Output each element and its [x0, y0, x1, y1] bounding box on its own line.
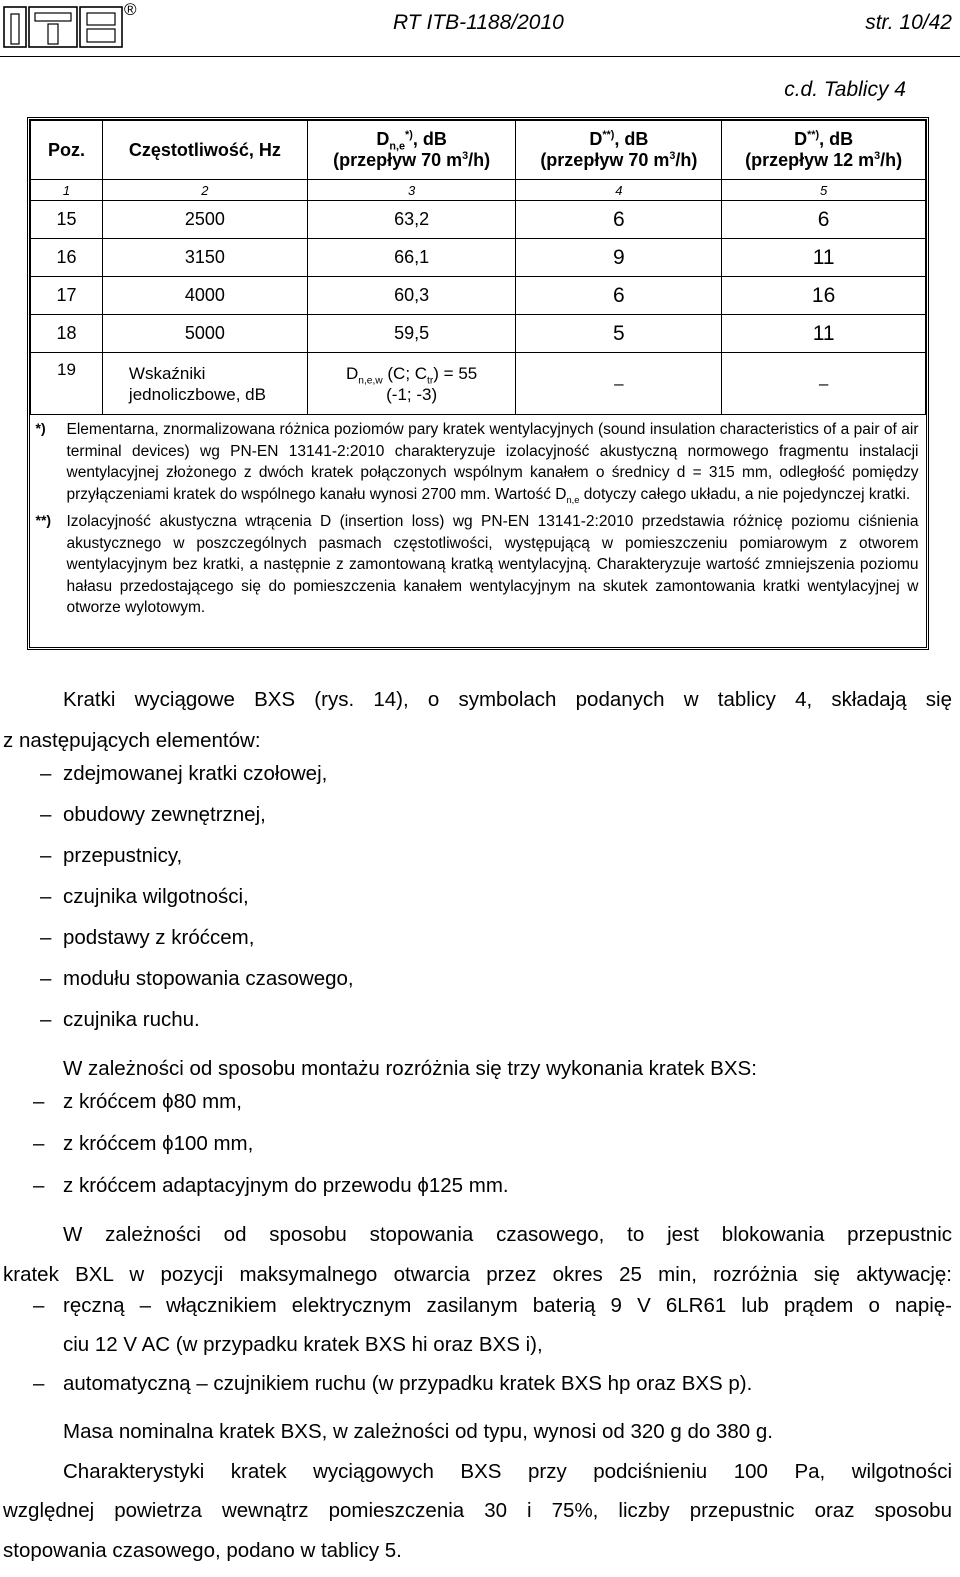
table-row [31, 277, 926, 315]
footnote-1-mark: *) [35, 420, 46, 436]
footnotes-row [31, 415, 926, 619]
cell-d-70: 6 [516, 277, 722, 315]
cell-d-70: – [516, 353, 722, 415]
cell-dne: 63,2 [307, 201, 516, 239]
cell-poz: 18 [31, 315, 103, 353]
table-row [31, 201, 926, 239]
table-4-continuation [27, 117, 929, 650]
cell-dne: 60,3 [307, 277, 516, 315]
itb-logo-icon [3, 6, 123, 48]
registered-mark: ® [124, 0, 137, 19]
table-row [31, 315, 926, 353]
column-number-row [31, 180, 926, 201]
cell-poz: 16 [31, 239, 103, 277]
cell-poz: 19 [31, 353, 103, 415]
paragraph-2: W zależności od sposobu montażu rozróżnia się trzy wykonania kratek BXS: [63, 1057, 757, 1080]
paragraph-line: kratek BXL w pozycji maksymalnego otwarcia przez okres 25 min, rozróżnia się aktywację: [3, 1263, 952, 1286]
cell-dne: 66,1 [307, 239, 516, 277]
header-rule [0, 56, 960, 57]
cell-d-12: 11 [722, 239, 926, 277]
paragraph-line: stopowania czasowego, podano w tablicy 5. [3, 1539, 402, 1562]
cell-dne: 59,5 [307, 315, 516, 353]
paragraph-line: Charakterystyki kratek wyciągowych BXS przy podciśnieniu 100 Pa, wilgotności [63, 1460, 952, 1483]
column-number: 2 [102, 180, 307, 201]
header-d-70: D**), dB (przepływ 70 $m^3/h$) [516, 121, 722, 180]
footnote-2: **) Izolacyjność akustyczna wtrącenia D (insertion loss) wg PN-EN 13141-2:2010 przedstawia różnicę poziomu ciśnienia akustycznego w poszczególnych pasmach częstotliwości, występującą w pomieszczeniu pomiarowym z otworem wentylacyjnym bez kratki, a następnie z zamontowaną kratką wentylacyjną. Charakteryzuje wartość zmniejszenia poziomu hałasu przedostającego się do pomieszczenia kanałem wentylacyjnym na skutek zamontowania kratki wentylacyjnej w otworze wylotowym. [35, 512, 919, 616]
cell-d-70: 6 [516, 201, 722, 239]
column-number: 4 [516, 180, 722, 201]
cell-d-12: 6 [722, 201, 926, 239]
footnote-2-mark: **) [35, 512, 52, 528]
cell-frequency: 2500 [102, 201, 307, 239]
cell-d-12: 11 [722, 315, 926, 353]
cell-frequency: 3150 [102, 239, 307, 277]
cell-d-70: 5 [516, 315, 722, 353]
paragraph-line: W zależności od sposobu stopowania czasowego, to jest blokowania przepustnic [63, 1223, 952, 1246]
cell-frequency: 4000 [102, 277, 307, 315]
paragraph-line: z następujących elementów: [3, 729, 261, 752]
footnotes-cell [31, 415, 926, 619]
header-poz: Poz. [31, 121, 103, 180]
cell-poz: 15 [31, 201, 103, 239]
acoustic-table [30, 120, 926, 619]
document-reference: RT ITB-1188/2010 [393, 11, 564, 34]
cell-d-12: 16 [722, 277, 926, 315]
header-frequency: Częstotliwość, Hz [102, 121, 307, 180]
table-continuation-label: c.d. Tablicy 4 [784, 78, 906, 101]
paragraph-line: względnej powietrza wewnątrz pomieszczenia 30 i 75%, liczby przepustnic oraz sposobu [3, 1499, 952, 1522]
header-d-12: D**), dB (przepływ 12 $m^3/h$) [722, 121, 926, 180]
cell-dnew: $D_{n,e,w}$ (C; $C_{tr}) = 55$ (-1; -3) [307, 353, 516, 415]
paragraph-line: Kratki wyciągowe BXS (rys. 14), o symbolach podanych w tablicy 4, składają się [63, 688, 952, 711]
cell-indicator-label: Wskaźniki jednoliczbowe, dB [102, 353, 307, 415]
column-number: 1 [31, 180, 103, 201]
footnote-1: *) Elementarna, znormalizowana różnica poziomów pary kratek wentylacyjnych (sound insulation characteristics of a pair of air terminal devices) wg PN-EN 13141-2:2010 charakteryzuje izolacyjność akustyczną normowego fragmentu instalacji wentylacyjnej złożonego z dwóch kratek połączonych wspólnym kanałem o średnicy d = 315 mm, odległość pomiędzy przyłączeniami kratek do wspólnego kanału wynosi 2700 mm. Wartość $D_{n,e}$ dotyczy całego układu, a nie pojedynczej kratki. [35, 420, 919, 505]
cell-poz: 17 [31, 277, 103, 315]
paragraph-4: Masa nominalna kratek BXS, w zależności od typu, wynosi od 320 g do 380 g. [63, 1420, 773, 1443]
cell-frequency: 5000 [102, 315, 307, 353]
header-dne: $D_{n,e}^{*)}$, dB (przepływ 70 $m^3/h$) [307, 121, 516, 180]
page-number: str. 10/42 [865, 11, 952, 34]
table-header-row [31, 121, 926, 180]
page-header [0, 0, 960, 62]
table-row [31, 239, 926, 277]
column-number: 3 [307, 180, 516, 201]
column-number: 5 [722, 180, 926, 201]
table-row-single-number [31, 353, 926, 415]
cell-d-12: – [722, 353, 926, 415]
cell-d-70: 9 [516, 239, 722, 277]
